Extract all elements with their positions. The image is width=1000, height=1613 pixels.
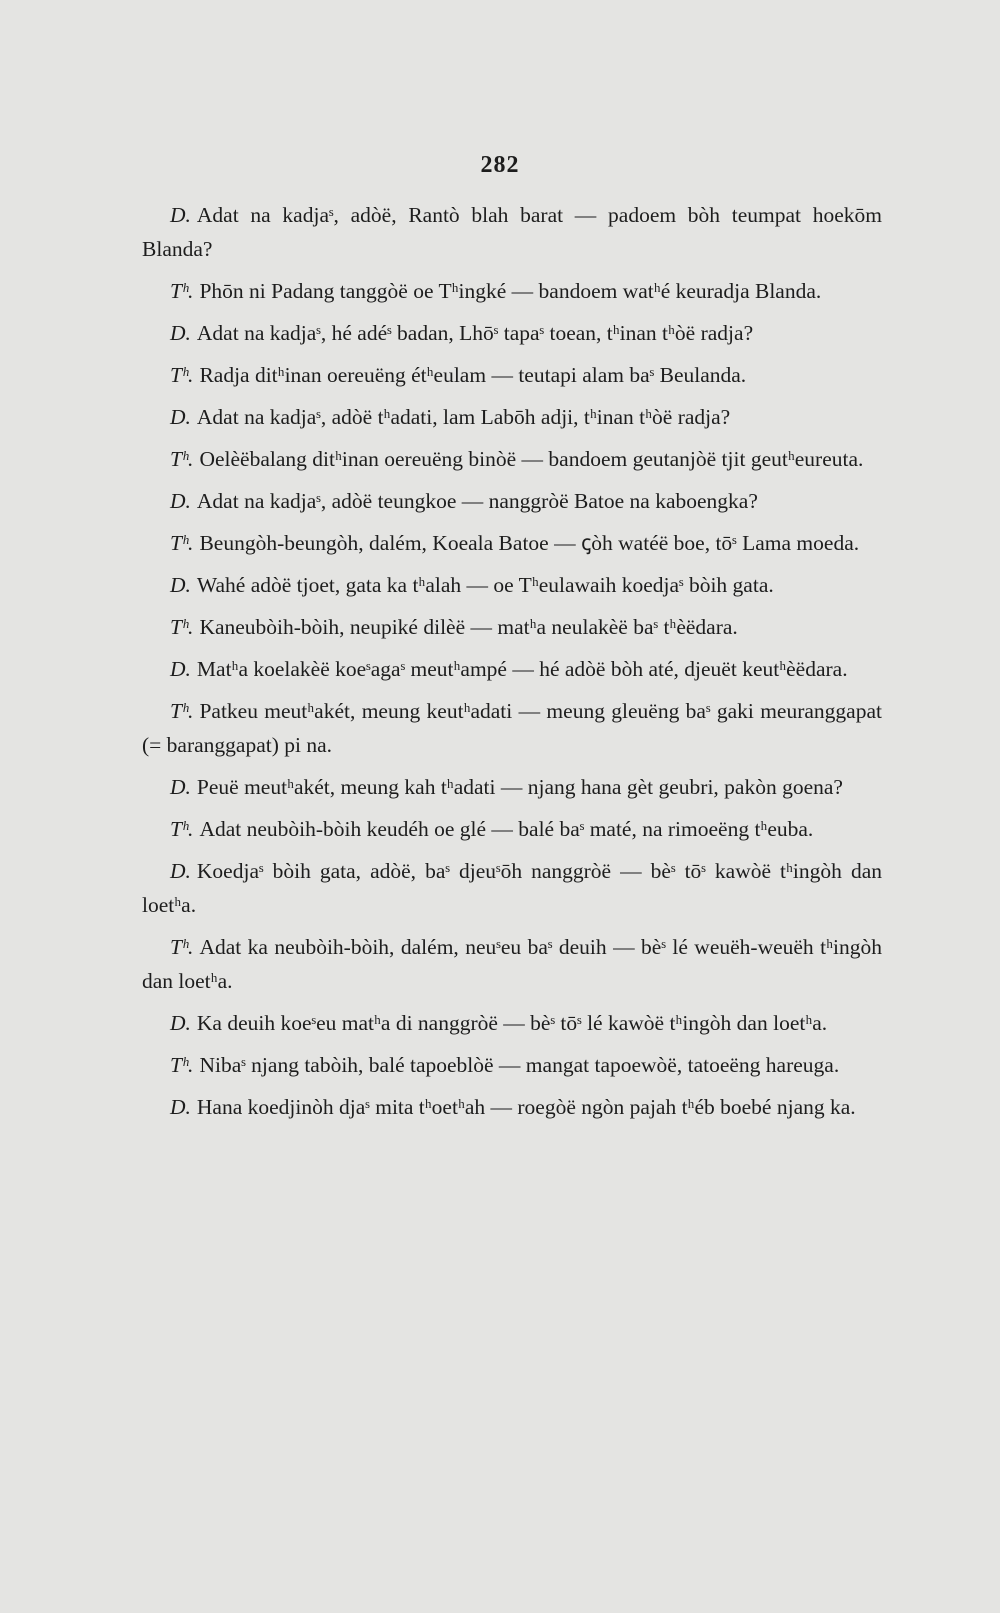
dialogue-text [142,198,882,1132]
speaker-label: Tʰ. [170,615,194,639]
dialogue-line: Radja ditʰinan oereuëng étʰeulam — teutapi alam baˢ Beulanda. [199,363,747,387]
dialogue-line: Adat na kadjaˢ, adòë, Rantò blah barat — padoem bòh teumpat hoekōm Blanda? [142,203,882,261]
speaker-label: D. [170,859,191,883]
dialogue-line: Patkeu meutʰakét, meung keutʰadati — meung gleuëng baˢ gaki meuranggapat (= baranggapat) pi na. [142,699,882,757]
speaker-label: D. [170,405,191,429]
dialogue-entry [142,1090,882,1124]
dialogue-line: Phōn ni Padang tanggòë oe Tʰingké — bandoem watʰé keuradja Blanda. [199,279,822,303]
speaker-label: Tʰ. [170,1053,194,1077]
dialogue-line: Ka deuih koeˢeu matʰa di nanggròë — bèˢ tōˢ lé kawòë tʰingòh dan loetʰa. [196,1011,828,1035]
dialogue-line: Koedjaˢ bòih gata, adòë, baˢ djeuˢōh nanggròë — bèˢ tōˢ kawòë tʰingòh dan loetʰa. [142,859,882,917]
dialogue-line: Oelèëbalang ditʰinan oereuëng binòë — bandoem geutanjòë tjit geutʰeureuta. [199,447,864,471]
dialogue-entry [142,442,882,476]
speaker-label: D. [170,203,191,227]
dialogue-entry [142,854,882,922]
dialogue-entry [142,400,882,434]
dialogue-entry [142,930,882,998]
speaker-label: Tʰ. [170,935,194,959]
speaker-label: D. [170,321,191,345]
dialogue-entry [142,358,882,392]
dialogue-entry [142,568,882,602]
dialogue-line: Nibaˢ njang tabòih, balé tapoeblòë — mangat tapoewòë, tatoeëng hareuga. [199,1053,840,1077]
dialogue-line: Peuë meutʰakét, meung kah tʰadati — njang hana gèt geubri, pakòn goena? [196,775,843,799]
dialogue-entry [142,812,882,846]
dialogue-line: Hana koedjinòh djaˢ mita tʰoetʰah — roegòë ngòn pajah tʰéb boebé njang ka. [196,1095,856,1119]
speaker-label: Tʰ. [170,699,194,723]
speaker-label: Tʰ. [170,279,194,303]
page-number: 282 [480,152,520,178]
dialogue-line: Adat ka neubòih-bòih, dalém, neuˢeu baˢ deuih — bèˢ lé weuëh-weuëh tʰingòh dan loetʰa. [142,935,882,993]
dialogue-entry [142,610,882,644]
dialogue-entry [142,274,882,308]
dialogue-line: Kaneubòih-bòih, neupiké dilèë — matʰa neulakèë baˢ tʰèëdara. [199,615,738,639]
speaker-label: D. [170,657,191,681]
speaker-label: Tʰ. [170,447,194,471]
dialogue-entry [142,652,882,686]
speaker-label: D. [170,1011,191,1035]
dialogue-line: Adat na kadjaˢ, hé adéˢ badan, Lhōˢ tapaˢ toean, tʰinan tʰòë radja? [196,321,754,345]
speaker-label: Tʰ. [170,363,194,387]
dialogue-line: Wahé adòë tjoet, gata ka tʰalah — oe Tʰeulawaih koedjaˢ bòih gata. [196,573,774,597]
dialogue-entry [142,694,882,762]
dialogue-entry [142,526,882,560]
dialogue-line: Adat na kadjaˢ, adòë tʰadati, lam Labōh adji, tʰinan tʰòë radja? [196,405,731,429]
dialogue-entry [142,1006,882,1040]
speaker-label: Tʰ. [170,531,194,555]
dialogue-entry [142,316,882,350]
dialogue-line: Adat neubòih-bòih keudéh oe glé — balé baˢ maté, na rimoeëng tʰeuba. [199,817,814,841]
dialogue-line: Beungòh-beungòh, dalém, Koeala Batoe — ꞔòh watéë boe, tōˢ Lama moeda. [199,531,860,555]
dialogue-line: Matʰa koelakèë koeˢagaˢ meutʰampé — hé adòë bòh até, djeuët keutʰèëdara. [196,657,848,681]
dialogue-entry [142,770,882,804]
dialogue-entry [142,1048,882,1082]
dialogue-entry [142,484,882,518]
speaker-label: D. [170,573,191,597]
speaker-label: Tʰ. [170,817,194,841]
speaker-label: D. [170,489,191,513]
dialogue-line: Adat na kadjaˢ, adòë teungkoe — nanggròë Batoe na kaboengka? [196,489,758,513]
speaker-label: D. [170,775,191,799]
dialogue-entry [142,198,882,266]
speaker-label: D. [170,1095,191,1119]
